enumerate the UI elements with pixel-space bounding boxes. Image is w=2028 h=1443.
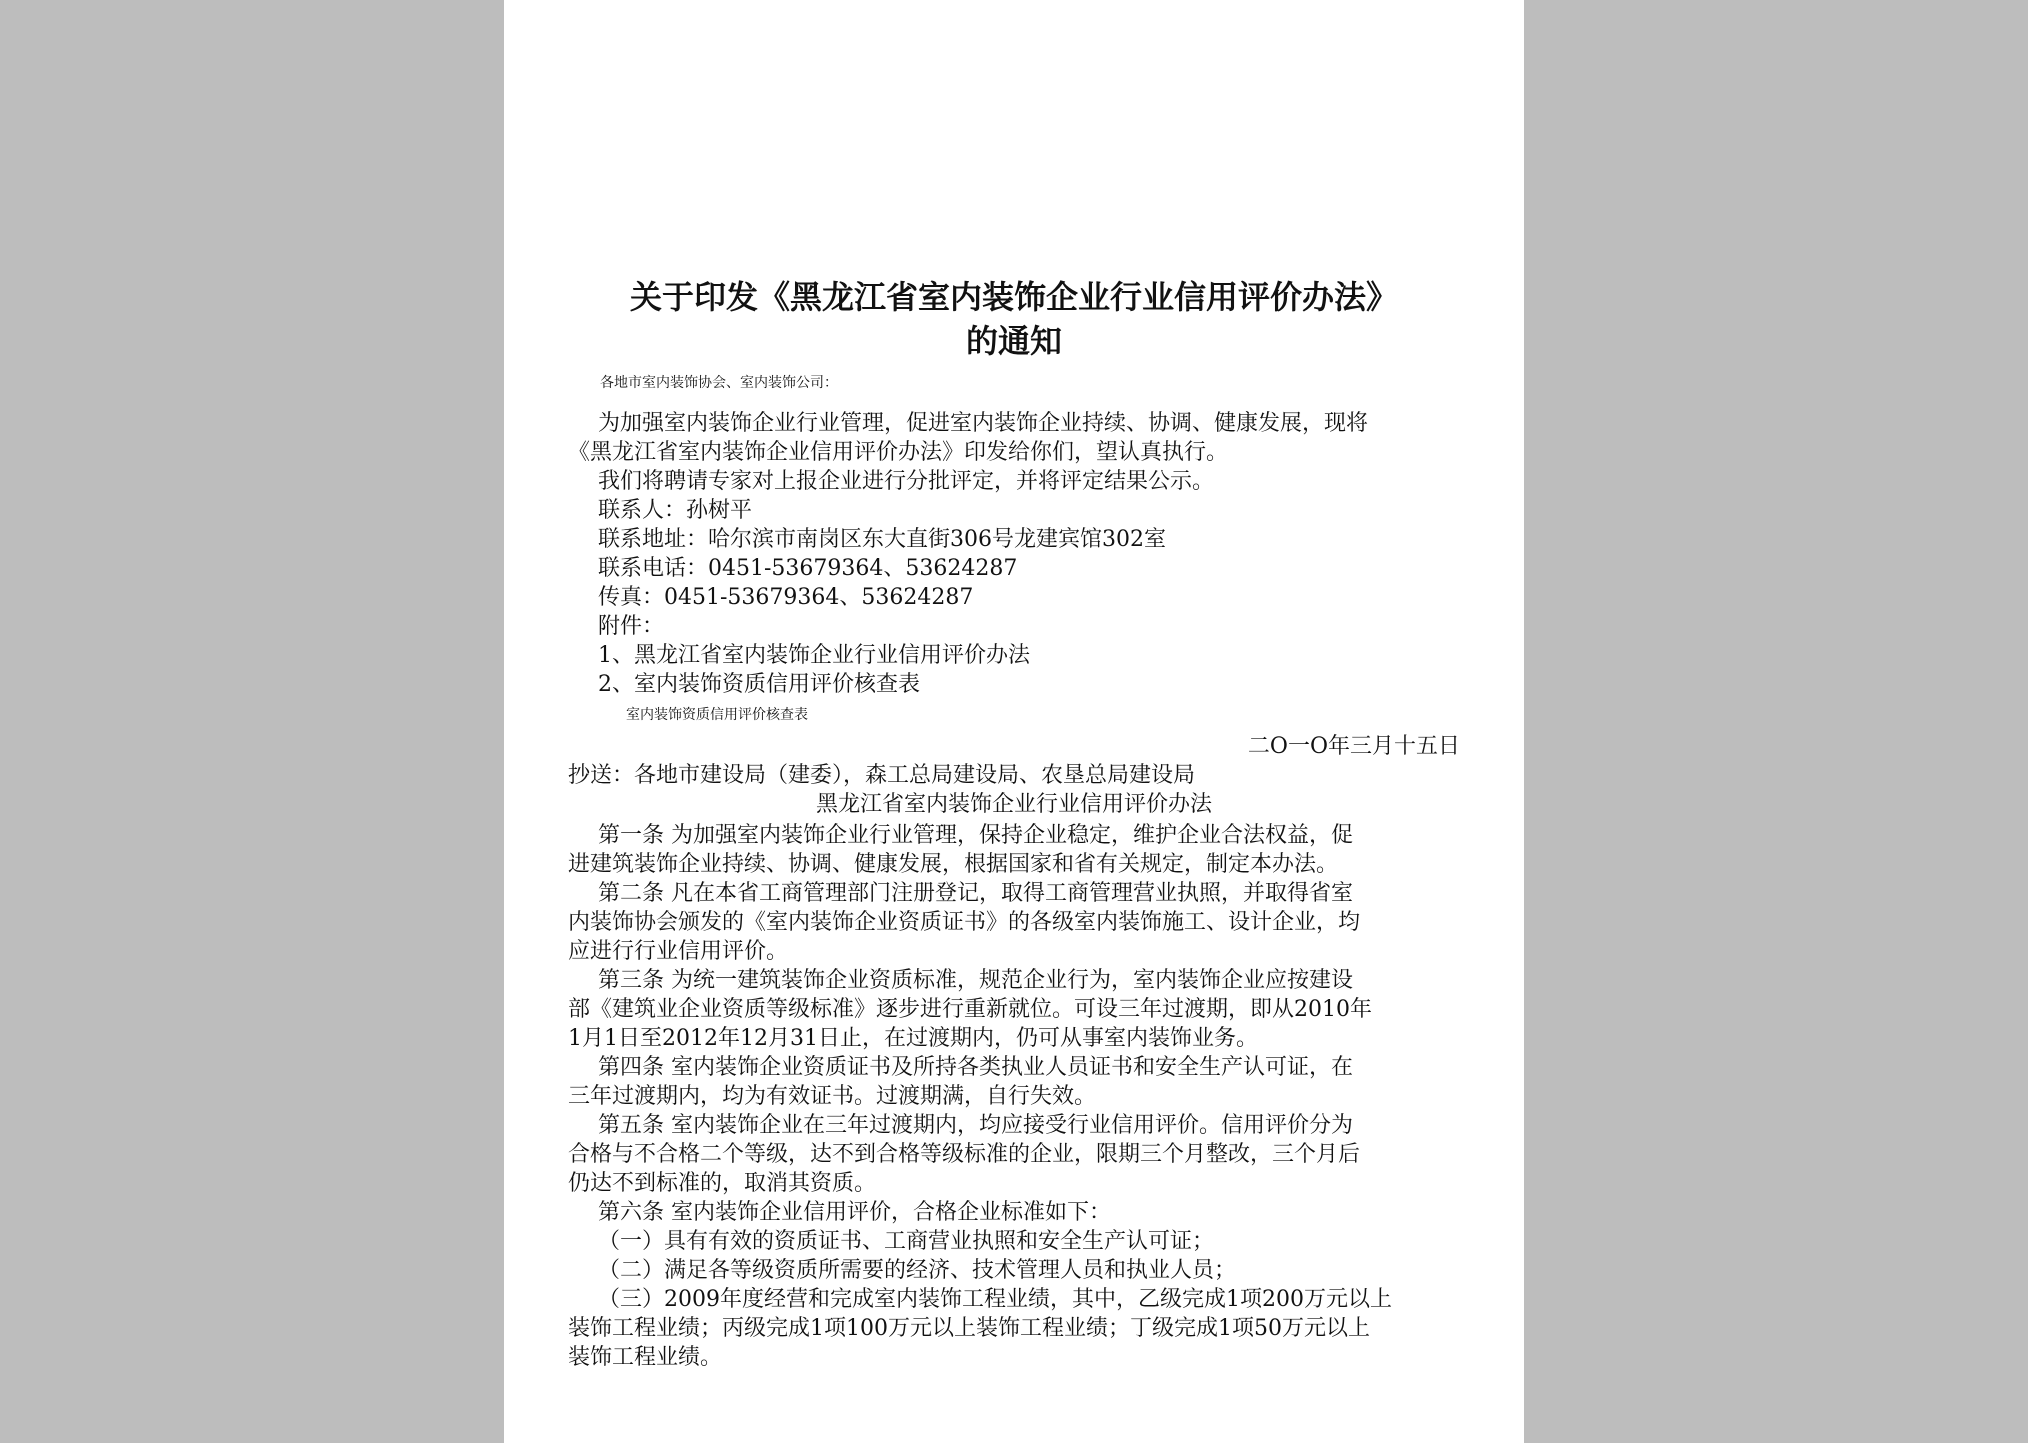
intro-line: 为加强室内装饰企业行业管理，促进室内装饰企业持续、协调、健康发展，现将 — [598, 411, 1369, 436]
article-line: 三年过渡期内，均为有效证书。过渡期满，自行失效。 — [568, 1084, 1097, 1109]
article-line: （一）具有有效的资质证书、工商营业执照和安全生产认可证； — [598, 1229, 1215, 1254]
attachment-small-note: 室内装饰资质信用评价核查表 — [626, 707, 808, 723]
document-title-line2: 的通知 — [965, 322, 1062, 360]
addressee: 各地市室内装饰协会、室内装饰公司： — [600, 375, 838, 391]
article-line: 装饰工程业绩。 — [568, 1345, 723, 1370]
article-line: 第五条 室内装饰企业在三年过渡期内，均应接受行业信用评价。信用评价分为 — [598, 1113, 1353, 1138]
contact-fax: 传真：0451-53679364、53624287 — [598, 585, 974, 610]
issue-date: 二O一O年三月十五日 — [1247, 734, 1460, 759]
article-line: 部《建筑业企业资质等级标准》逐步进行重新就位。可设三年过渡期，即从2010年 — [568, 997, 1372, 1022]
article-line: （三）2009年度经营和完成室内装饰工程业绩，其中，乙级完成1项200万元以上 — [598, 1287, 1392, 1312]
attachment-item: 2、室内装饰资质信用评价核查表 — [598, 672, 920, 697]
contact-person: 联系人：孙树平 — [598, 498, 753, 523]
article-line: 第六条 室内装饰企业信用评价，合格企业标准如下： — [598, 1200, 1111, 1225]
article-line: 第四条 室内装饰企业资质证书及所持各类执业人员证书和安全生产认可证，在 — [598, 1055, 1353, 1080]
attachment-item: 1、黑龙江省室内装饰企业行业信用评价办法 — [598, 643, 1030, 668]
article-line: 第三条 为统一建筑装饰企业资质标准，规范企业行为，室内装饰企业应按建设 — [598, 968, 1353, 993]
intro-line: 我们将聘请专家对上报企业进行分批评定，并将评定结果公示。 — [598, 469, 1215, 494]
article-line: 仍达不到标准的，取消其资质。 — [568, 1171, 877, 1196]
article-line: 装饰工程业绩；丙级完成1项100万元以上装饰工程业绩；丁级完成1项50万元以上 — [568, 1316, 1370, 1341]
section-title: 黑龙江省室内装饰企业行业信用评价办法 — [815, 792, 1212, 817]
article-line: 进建筑装饰企业持续、协调、健康发展，根据国家和省有关规定，制定本办法。 — [568, 852, 1339, 877]
article-line: 内装饰协会颁发的《室内装饰企业资质证书》的各级室内装饰施工、设计企业，均 — [568, 910, 1361, 935]
article-line: 应进行行业信用评价。 — [568, 939, 789, 964]
article-line: 第二条 凡在本省工商管理部门注册登记，取得工商管理营业执照，并取得省室 — [598, 881, 1353, 906]
article-line: （二）满足各等级资质所需要的经济、技术管理人员和执业人员； — [598, 1258, 1237, 1283]
document-page — [504, 0, 1524, 1443]
article-line: 第一条 为加强室内装饰企业行业管理，保持企业稳定，维护企业合法权益，促 — [598, 823, 1353, 848]
article-line: 合格与不合格二个等级，达不到合格等级标准的企业，限期三个月整改，三个月后 — [568, 1142, 1361, 1167]
article-line: 1月1日至2012年12月31日止，在过渡期内，仍可从事室内装饰业务。 — [568, 1026, 1258, 1051]
attachments-label: 附件： — [598, 614, 665, 639]
cc-line: 抄送：各地市建设局（建委），森工总局建设局、农垦总局建设局 — [568, 763, 1196, 788]
contact-phone: 联系电话：0451-53679364、53624287 — [598, 556, 1018, 581]
intro-line: 《黑龙江省室内装饰企业信用评价办法》印发给你们，望认真执行。 — [568, 440, 1229, 465]
document-title-line1: 关于印发《黑龙江省室内装饰企业行业信用评价办法》 — [629, 278, 1398, 316]
contact-address: 联系地址：哈尔滨市南岗区东大直街306号龙建宾馆302室 — [598, 527, 1166, 552]
